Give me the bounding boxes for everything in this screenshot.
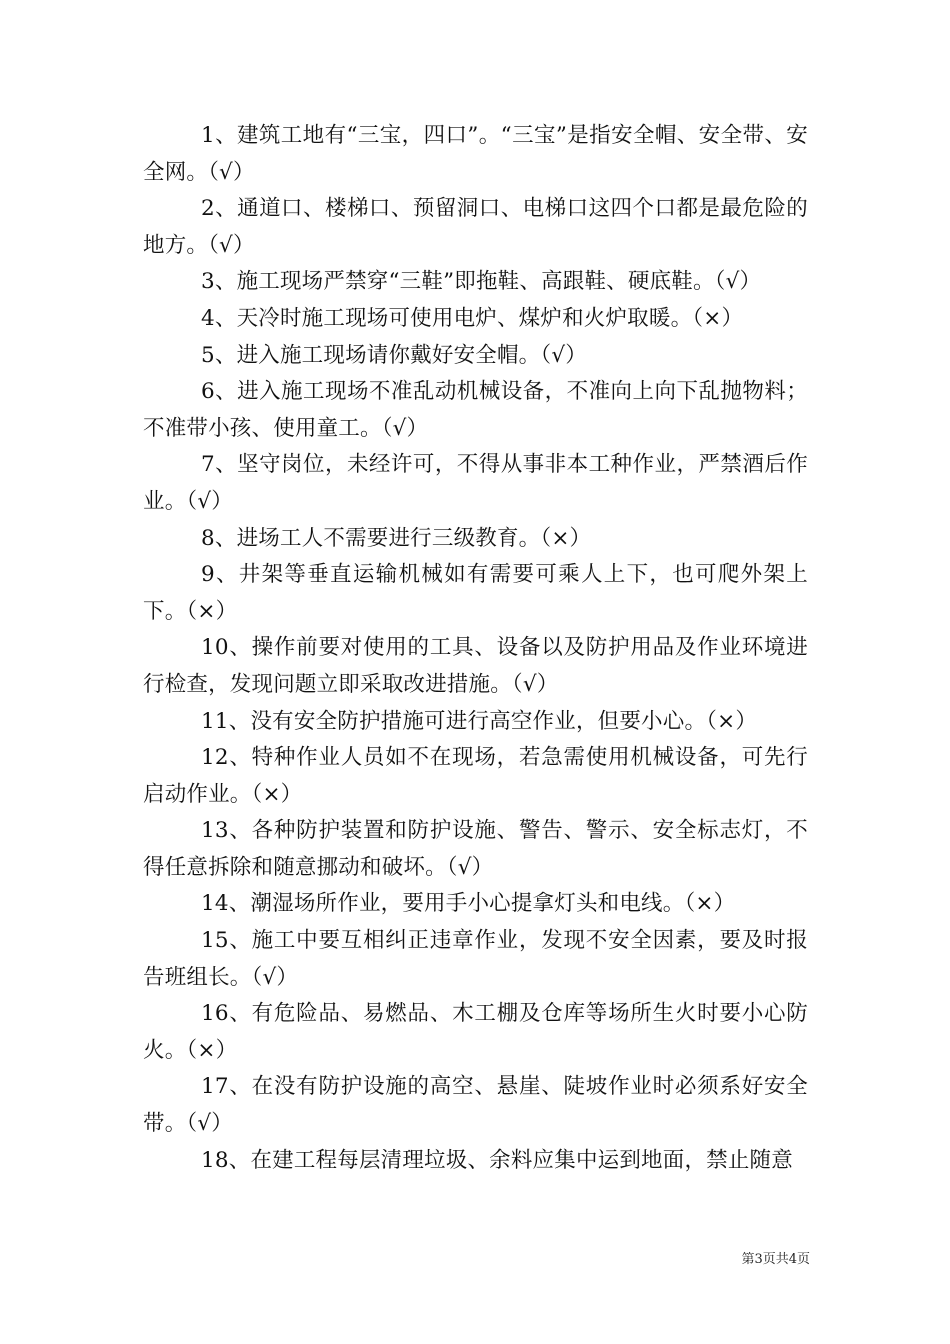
list-item: 5、进入施工现场请你戴好安全帽。（√） [201, 342, 587, 368]
list-item: 8、进场工人不需要进行三级教育。（×） [201, 525, 592, 551]
list-item: 2、通道口、楼梯口、预留洞口、电梯口这四个口都是最危险的地方。（√） [143, 196, 808, 258]
list-item: 12、特种作业人员如不在现场，若急需使用机械设备，可先行启动作业。（×） [143, 745, 808, 807]
list-item: 18、在建工程每层清理垃圾、余料应集中运到地面，禁止随意 [201, 1147, 793, 1173]
list-item: 11、没有安全防护措施可进行高空作业，但要小心。（×） [201, 708, 758, 734]
list-item: 1、建筑工地有“三宝，四口”。“三宝”是指安全帽、安全带、安全网。（√） [143, 123, 808, 185]
page-number: 第3页共4页 [741, 1252, 810, 1267]
list-item: 16、有危险品、易燃品、木工棚及仓库等场所生火时要小心防火。（×） [143, 1001, 808, 1063]
question-list [143, 118, 808, 1179]
list-item: 13、各种防护装置和防护设施、警告、警示、安全标志灯，不得任意拆除和随意挪动和破坏。（√） [143, 818, 808, 880]
list-item: 14、潮湿场所作业，要用手小心提拿灯头和电线。（×） [201, 891, 736, 917]
list-item: 10、操作前要对使用的工具、设备以及防护用品及作业环境进行检查，发现问题立即采取改进措施。（√） [143, 635, 808, 697]
list-item: 3、施工现场严禁穿“三鞋”即拖鞋、高跟鞋、硬底鞋。（√） [201, 269, 762, 295]
list-item: 4、天冷时施工现场可使用电炉、煤炉和火炉取暖。（×） [201, 305, 744, 331]
list-item: 17、在没有防护设施的高空、悬崖、陡坡作业时必须系好安全带。（√） [143, 1074, 808, 1137]
list-item: 6、进入施工现场不准乱动机械设备，不准向上向下乱抛物料；不准带小孩、使用童工。（√） [143, 379, 808, 441]
list-item: 7、坚守岗位，未经许可，不得从事非本工种作业，严禁酒后作业。（√） [143, 452, 808, 514]
list-item: 9、井架等垂直运输机械如有需要可乘人上下，也可爬外架上下。（×） [143, 562, 808, 624]
list-item: 15、施工中要互相纠正违章作业，发现不安全因素，要及时报告班组长。（√） [143, 928, 808, 990]
